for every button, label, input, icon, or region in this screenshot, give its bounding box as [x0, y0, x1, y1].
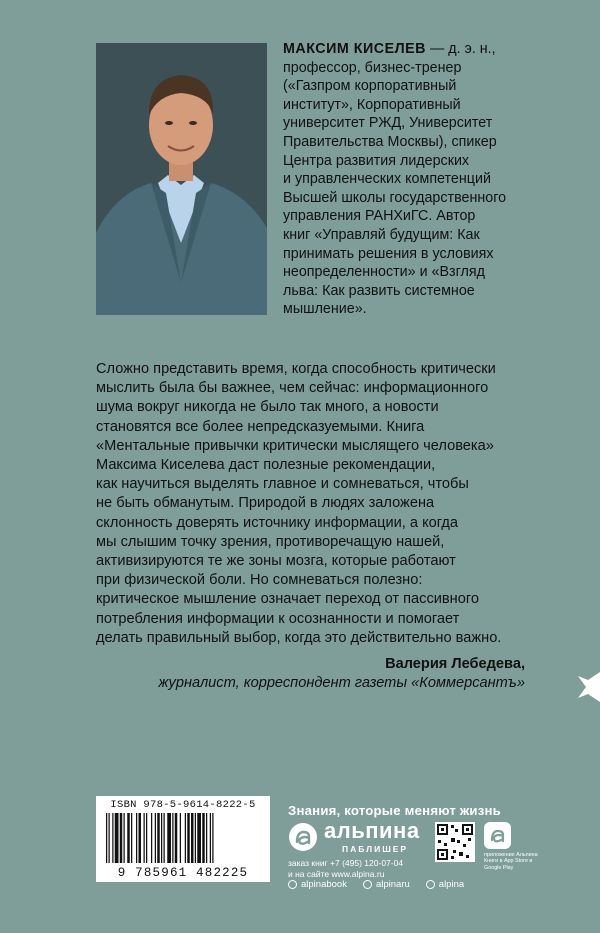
barcode-bar — [136, 813, 137, 863]
barcode-bar — [115, 813, 119, 863]
barcode-bar — [175, 813, 178, 863]
quote-line: Сложно представить время, когда способность критически — [96, 361, 496, 377]
bio-line: мышление». — [283, 301, 367, 318]
quote-line: не быть обманутым. Природой в людях заложена — [96, 495, 435, 512]
quote-line: становятся все более непредсказуемыми. Книга — [96, 418, 425, 435]
quote-line: мыслить была бы важнее, чем сейчас: информационного — [96, 380, 489, 397]
barcode-bar — [106, 813, 107, 863]
order-phone: заказ книг +7 (495) 120-07-04 — [288, 858, 404, 868]
alpina-app-icon — [484, 822, 511, 849]
bio-line: Центра развития лидерских — [283, 152, 470, 169]
publisher-subtitle: ПАБЛИШЕР — [342, 844, 409, 854]
bio-line: институт», Корпоративный — [283, 96, 461, 113]
quote-line: активизируются те же зоны мозга, которые работают — [96, 553, 456, 570]
barcode-bar — [151, 813, 152, 863]
quote-author-name: Валерия Лебедева, — [385, 656, 525, 672]
barcode-bar — [127, 813, 130, 863]
bio-line: Правительства Москвы), спикер — [283, 133, 497, 150]
author-name: МАКСИМ КИСЕЛЕВ — [283, 41, 427, 57]
quote-line: делать правильный выбор, когда это действительно важно. — [96, 629, 502, 646]
publisher-contacts — [288, 858, 403, 880]
bio-line: льва: Как развить системное — [283, 282, 475, 299]
bio-line-1: МАКСИМ КИСЕЛЕВ — д. э. н., — [283, 41, 496, 57]
publisher-name: альпина — [324, 818, 420, 843]
bio-line: Высшей школы государственного — [283, 189, 507, 206]
barcode-bar — [164, 813, 165, 863]
barcode-bar — [109, 813, 110, 863]
author-bio — [283, 40, 583, 319]
barcode-bar — [112, 813, 113, 863]
alpina-logo-icon — [288, 822, 318, 852]
barcode-bar — [197, 813, 201, 863]
author-photo — [96, 43, 267, 315]
qr-code-icon — [435, 822, 475, 862]
page-edge-arrow-icon — [578, 672, 600, 702]
quote-line: при физической боли. Но сомневаться полезно: — [96, 572, 423, 589]
barcode-bar — [180, 813, 181, 863]
barcode-bar — [144, 813, 145, 863]
bio-line: университет РЖД, Университет — [283, 115, 493, 132]
bio-line: («Газпром корпоративный — [283, 78, 457, 95]
barcode-bars — [106, 813, 260, 863]
barcode-bar — [172, 813, 173, 863]
bio-line: книг «Управляй будущим: Как — [283, 226, 480, 243]
barcode-bar — [120, 813, 123, 863]
quote-line: склонность доверять источнику информации, а когда — [96, 514, 459, 531]
barcode-bar — [155, 813, 156, 863]
quote-line: критическое мышление означает переход от пассивного — [96, 591, 479, 608]
social-telegram[interactable]: alpinaru — [363, 879, 410, 890]
barcode-bar — [131, 813, 132, 863]
quote-line: «Ментальные привычки критически мыслящего человека» — [96, 437, 494, 454]
ean-number: 9 785961 482225 — [117, 866, 249, 880]
barcode-bar — [206, 813, 207, 863]
quote-line: потребления информации к осознанности и помогает — [96, 610, 460, 627]
barcode-bar — [124, 813, 125, 863]
quote-line: как научиться выделять главное и сомневаться, чтобы — [96, 476, 469, 493]
isbn-text: ISBN 978-5-9614-8222-5 — [110, 799, 256, 811]
barcode-bar — [185, 813, 186, 863]
social-links — [288, 879, 464, 890]
app-store-text: приложение Альпина Книги в App Store и Google Play — [484, 852, 538, 871]
barcode-bar — [161, 813, 162, 863]
barcode-bar — [157, 813, 160, 863]
website[interactable]: и на сайте www.alpina.ru — [288, 869, 385, 879]
quote-line: мы слышим точку зрения, противоречащую нашей, — [96, 533, 445, 550]
social-alpina[interactable]: alpina — [426, 879, 464, 890]
barcode-bar — [187, 813, 190, 863]
bio-line: управления РАНХиГС. Автор — [283, 208, 476, 225]
barcode-bar — [212, 813, 213, 863]
qr-code — [435, 822, 475, 862]
quote-line: шума вокруг никогда не было так много, а новости — [96, 399, 439, 416]
vk-icon — [288, 880, 297, 889]
quote-line: Максима Киселева даст полезные рекомендации, — [96, 457, 436, 474]
publisher-slogan: Знания, которые меняют жизнь — [288, 803, 501, 818]
quote-author-role: журналист, корреспондент газеты «Коммерсантъ» — [158, 675, 525, 691]
barcode-bar — [146, 813, 147, 863]
barcode-bar — [210, 813, 211, 863]
bio-line: профессор, бизнес-тренер — [283, 59, 462, 76]
review-quote — [96, 360, 536, 648]
barcode-bar — [139, 813, 142, 863]
barcode-bar — [195, 813, 196, 863]
telegram-icon — [363, 880, 372, 889]
plus-icon — [426, 880, 435, 889]
bio-line: и управленческих компетенций — [283, 171, 491, 188]
bio-line: принимать решения в условиях — [283, 245, 494, 262]
social-vk[interactable]: alpinabook — [288, 879, 347, 890]
barcode — [96, 796, 270, 882]
barcode-bar — [191, 813, 194, 863]
barcode-bar — [167, 813, 171, 863]
bio-line: неопределенности» и «Взгляд — [283, 264, 485, 281]
barcode-bar — [202, 813, 205, 863]
